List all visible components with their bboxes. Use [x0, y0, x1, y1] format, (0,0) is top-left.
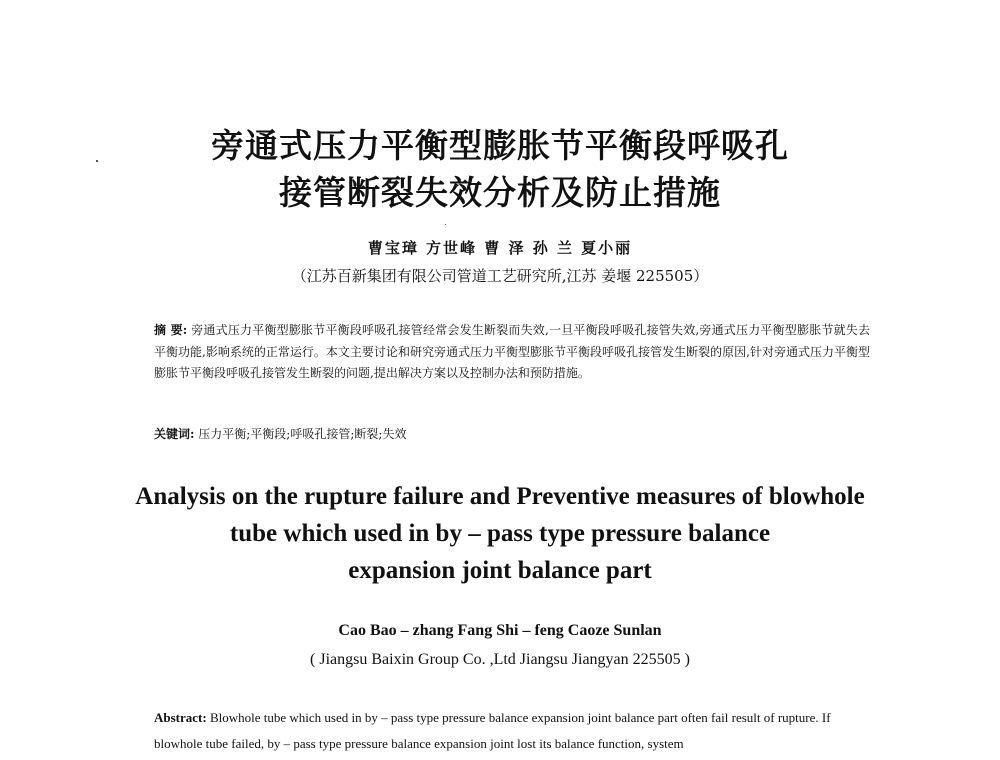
- chinese-keywords-text: 压力平衡;平衡段;呼吸孔接管;断裂;失效: [198, 427, 407, 441]
- english-affiliation: ( Jiangsu Baixin Group Co. ,Ltd Jiangsu Jiangyan 225505 ): [310, 651, 690, 668]
- chinese-abstract-text: 旁通式压力平衡型膨胀节平衡段呼吸孔接管经常会发生断裂而失效,一旦平衡段呼吸孔接管失效,旁通式压力平衡型膨胀节就失去平衡功能,影响系统的正常运行。本文主要讨论和研究旁通式压力平衡型膨胀节平衡段呼吸孔接管发生断裂的原因,针对旁通式压力平衡型膨胀节平衡段呼吸孔接管发生断裂的问题,提出解决方案以及控制办法和预防措施。: [154, 323, 870, 380]
- chinese-title-line-1: 旁通式压力平衡型膨胀节平衡段呼吸孔: [211, 126, 789, 165]
- english-title-line-1: Analysis on the rupture failure and Preventive measures of blowhole: [135, 483, 865, 510]
- english-title-line-3: expansion joint balance part: [348, 557, 652, 584]
- scan-speck: [445, 224, 446, 225]
- chinese-abstract: [154, 320, 870, 385]
- chinese-authors: 曹宝璋 方世峰 曹 泽 孙 兰 夏小丽: [367, 239, 633, 257]
- chinese-affiliation: （江苏百新集团有限公司管道工艺研究所,江苏 姜堰 225505）: [291, 267, 709, 285]
- chinese-keywords: [154, 424, 406, 445]
- chinese-title-line-2: 接管断裂失效分析及防止措施: [279, 173, 721, 212]
- english-title-line-2: tube which used in by – pass type pressure balance: [229, 520, 771, 547]
- english-authors: Cao Bao – zhang Fang Shi – feng Caoze Sunlan: [338, 622, 662, 639]
- chinese-keywords-label: 关键词:: [154, 427, 195, 441]
- english-abstract-label: Abstract:: [154, 710, 207, 725]
- chinese-abstract-label: 摘 要:: [154, 323, 188, 337]
- english-abstract: [154, 705, 870, 757]
- english-abstract-text: Blowhole tube which used in by – pass type pressure balance expansion joint balance part often fail result of rupture. If blowhole tube failed, by – pass type pressure balance expansion joint lost its balance function, system: [154, 710, 831, 751]
